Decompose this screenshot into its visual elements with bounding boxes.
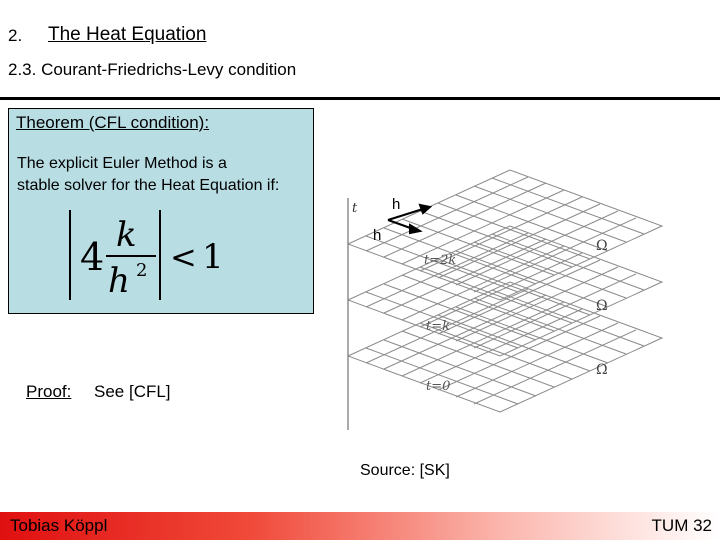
theorem-title: Theorem (CFL condition): [16,113,210,132]
label-t-0: t=0 [426,379,451,394]
cfl-formula [60,208,260,304]
theorem-line-1: The explicit Euler Method is a [17,155,227,172]
omega-label-top: Ω [596,238,608,254]
svg-text:2: 2 [136,260,148,281]
footer-author: Tobias Köppl [10,516,108,535]
svg-text:1: 1 [202,237,224,277]
svg-text:h: h [108,261,130,301]
svg-text:k: k [116,215,137,255]
subsection-title: 2.3. Courant-Friedrichs-Levy condition [8,60,297,79]
h-label-left: h [373,227,382,244]
proof-reference: See [CFL] [94,382,171,401]
header-divider [0,97,720,100]
omega-label-middle: Ω [596,298,608,314]
svg-text:4: 4 [80,235,105,279]
space-time-grid-figure [340,168,670,440]
omega-label-bottom: Ω [596,362,608,378]
label-t-2k: t=2k [424,253,457,268]
proof-label: Proof: [26,382,72,401]
footer-page-number: TUM 32 [651,516,712,535]
theorem-statement [17,153,317,197]
footer-bar [0,512,720,540]
section-number: 2. [8,26,23,45]
label-t-k: t=k [426,319,450,334]
theorem-line-2: stable solver for the Heat Equation if: [17,177,280,194]
svg-text:<: < [170,238,197,276]
time-axis-label: t [352,201,358,216]
section-title: The Heat Equation [48,24,207,45]
figure-source: Source: [SK] [360,462,450,479]
h-label-top: h [392,196,401,213]
